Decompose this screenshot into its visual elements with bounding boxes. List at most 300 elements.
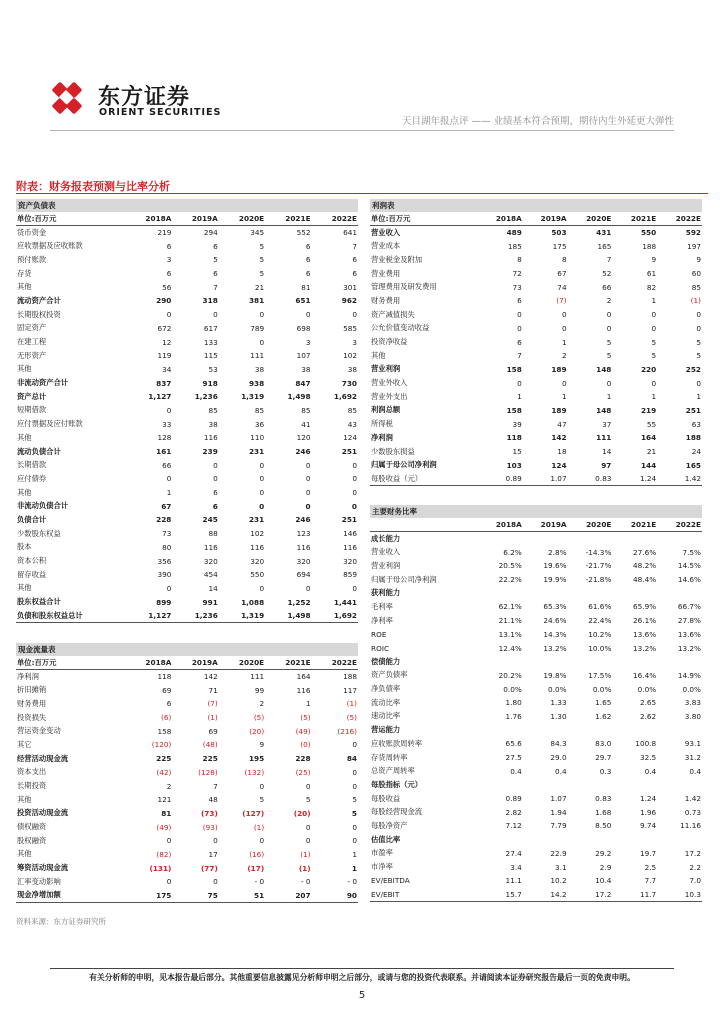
value-cell: 6 xyxy=(166,699,172,709)
year-header-cell: 2020E xyxy=(568,518,613,532)
row-label: 长期股权投资 xyxy=(17,309,61,319)
value-cell: (120) xyxy=(151,740,172,750)
row-label: 归属于母公司净利润 xyxy=(371,574,437,584)
value-cell xyxy=(568,833,613,847)
value-cell: 1,088 xyxy=(241,597,265,607)
value-cell: 38 xyxy=(301,364,311,374)
row-label: 股本 xyxy=(17,542,32,552)
row-label: 资产负债率 xyxy=(371,670,408,680)
cash-flow-title: 现金流量表 xyxy=(16,643,358,656)
value-cell: (7) xyxy=(556,296,567,306)
row-label: 投资净收益 xyxy=(371,337,408,347)
value-cell: 115 xyxy=(203,351,218,361)
value-cell xyxy=(478,778,523,792)
value-cell: 6 xyxy=(213,488,218,498)
value-cell: 0 xyxy=(166,583,172,593)
value-cell: 2.2 xyxy=(689,862,701,872)
value-cell: 381 xyxy=(248,296,265,306)
value-cell: 85 xyxy=(691,282,701,292)
value-cell: 85 xyxy=(347,405,357,415)
value-cell: 730 xyxy=(341,378,357,388)
value-cell: 61.6% xyxy=(588,602,612,612)
value-cell: 0 xyxy=(696,310,701,320)
value-cell xyxy=(478,655,523,669)
value-cell: 245 xyxy=(202,515,218,525)
value-cell: 116 xyxy=(343,542,357,552)
value-cell: 0 xyxy=(166,310,172,320)
year-header-cell: 2018A xyxy=(478,518,523,532)
value-cell: 0.0% xyxy=(503,684,522,694)
value-cell: 345 xyxy=(250,228,265,238)
row-label: 每股净资产 xyxy=(371,820,408,830)
value-cell: 195 xyxy=(248,754,265,764)
table-row xyxy=(370,573,702,587)
row-label: 负债合计 xyxy=(17,514,47,524)
value-cell: (1) xyxy=(300,849,311,859)
value-cell: 0 xyxy=(259,836,265,846)
orient-securities-logo-icon xyxy=(50,80,92,122)
value-cell: (5) xyxy=(346,713,357,723)
year-header-cell: 2021E xyxy=(265,212,311,226)
table-row xyxy=(370,545,702,559)
value-cell: (0) xyxy=(300,740,311,750)
value-cell: (5) xyxy=(300,713,311,723)
value-cell: 550 xyxy=(250,570,265,580)
value-cell: 0 xyxy=(561,378,567,388)
value-cell: 0 xyxy=(213,474,218,484)
value-cell: (128) xyxy=(198,767,218,777)
value-cell: 188 xyxy=(343,672,357,682)
value-cell: 12 xyxy=(162,337,172,347)
value-cell: 164 xyxy=(640,433,657,443)
value-cell: 97 xyxy=(601,460,612,470)
value-cell: 320 xyxy=(203,556,218,566)
unit-header-cell: 单位:百万元 xyxy=(16,212,126,226)
value-cell: 165 xyxy=(685,460,701,470)
value-cell: 116 xyxy=(203,433,218,443)
row-label: 投资活动现金流 xyxy=(17,808,69,818)
row-label: 其他 xyxy=(17,432,32,442)
value-cell: 0 xyxy=(166,836,172,846)
row-label: 股东权益合计 xyxy=(17,597,61,607)
value-cell: 0 xyxy=(305,488,311,498)
value-cell xyxy=(523,655,568,669)
table-row xyxy=(16,875,358,889)
row-label: 筹资活动现金流 xyxy=(17,863,69,873)
value-cell xyxy=(478,586,523,600)
value-cell: 1 xyxy=(651,296,657,306)
value-cell: 6.2% xyxy=(503,547,522,557)
value-cell: 5 xyxy=(305,795,311,805)
value-cell: 2 xyxy=(606,296,612,306)
value-cell: 837 xyxy=(156,378,172,388)
value-cell: 6 xyxy=(352,269,357,279)
table-row xyxy=(16,472,358,486)
value-cell: 2.62 xyxy=(639,711,657,721)
year-header-cell: 2019A xyxy=(172,656,218,670)
income-statement-title: 利润表 xyxy=(370,199,702,212)
value-cell: 5 xyxy=(651,351,657,361)
row-label: 其他 xyxy=(371,350,386,360)
value-cell: 189 xyxy=(551,405,567,415)
value-cell: 73 xyxy=(512,282,522,292)
row-label: 股权融资 xyxy=(17,835,47,845)
value-cell: 39 xyxy=(512,419,522,429)
value-cell: 1.94 xyxy=(550,807,567,817)
value-cell: 13.6% xyxy=(633,629,657,639)
value-cell: 52 xyxy=(602,269,612,279)
value-cell: 0.0% xyxy=(548,684,567,694)
value-cell: 239 xyxy=(202,447,218,457)
value-cell xyxy=(657,723,702,737)
row-label: 折旧摊销 xyxy=(17,685,47,695)
value-cell: 0 xyxy=(561,323,567,333)
table-row xyxy=(370,833,702,847)
table-row xyxy=(370,655,702,669)
value-cell: 0 xyxy=(651,378,657,388)
row-label: 成长能力 xyxy=(371,533,401,543)
value-cell: 118 xyxy=(157,672,172,682)
value-cell: 0 xyxy=(259,474,265,484)
table-row xyxy=(16,554,358,568)
value-cell: 6 xyxy=(305,241,311,251)
value-cell: 550 xyxy=(640,228,657,238)
value-cell: 148 xyxy=(596,364,612,374)
table-row xyxy=(16,335,358,349)
value-cell xyxy=(657,778,702,792)
table-row xyxy=(16,458,358,472)
row-label: 投资损失 xyxy=(17,712,47,722)
value-cell: (5) xyxy=(253,713,265,723)
value-cell: 27.5 xyxy=(505,753,522,763)
value-cell: (77) xyxy=(200,863,218,873)
value-cell: 1,319 xyxy=(219,609,265,623)
cash-flow-table xyxy=(16,656,358,903)
value-cell xyxy=(612,532,657,546)
value-cell: 144 xyxy=(640,460,657,470)
value-cell: 431 xyxy=(596,228,612,238)
value-cell: 158 xyxy=(506,405,522,415)
year-header-cell: 2022E xyxy=(657,212,702,226)
value-cell: 859 xyxy=(343,570,357,580)
value-cell: 899 xyxy=(156,597,172,607)
row-label: ROE xyxy=(371,629,387,639)
value-cell: 55 xyxy=(646,419,657,429)
value-cell: 0.0% xyxy=(637,684,657,694)
value-cell: 123 xyxy=(296,529,311,539)
table-row xyxy=(370,847,702,861)
value-cell: 1,236 xyxy=(194,392,218,402)
year-header-cell: 2021E xyxy=(612,518,657,532)
value-cell xyxy=(478,833,523,847)
row-label: 资本公积 xyxy=(17,556,47,566)
value-cell: 6 xyxy=(305,269,311,279)
row-label: 长期借款 xyxy=(17,460,47,470)
value-cell: 0.4 xyxy=(644,766,657,776)
row-label: 在建工程 xyxy=(17,337,47,347)
table-row xyxy=(16,807,358,821)
value-cell: 592 xyxy=(685,228,701,238)
value-cell: 93.1 xyxy=(684,739,701,749)
value-cell: 6 xyxy=(166,269,172,279)
value-cell: 0.83 xyxy=(568,472,613,486)
row-label: 总资产周转率 xyxy=(371,766,415,776)
value-cell: 1,127 xyxy=(148,392,172,402)
value-cell: 60 xyxy=(691,269,701,279)
value-cell: 7 xyxy=(352,241,357,251)
value-cell: 116 xyxy=(203,542,218,552)
value-cell: 1.42 xyxy=(684,794,701,804)
cash-flow-block xyxy=(16,643,358,903)
table-row xyxy=(16,697,358,711)
table-row xyxy=(16,486,358,500)
table-row xyxy=(370,376,702,390)
table-row xyxy=(16,766,358,780)
row-label: ROIC xyxy=(371,643,390,653)
year-header-cell: 2019A xyxy=(523,212,568,226)
table-row xyxy=(370,819,702,833)
value-cell: 0 xyxy=(259,460,265,470)
table-row xyxy=(16,294,358,308)
row-label: 少数股东权益 xyxy=(17,528,61,538)
value-cell xyxy=(657,586,702,600)
value-cell: 0 xyxy=(305,501,311,511)
value-cell: 13.2% xyxy=(543,643,567,653)
value-cell: (17) xyxy=(247,863,265,873)
value-cell: 0 xyxy=(352,488,357,498)
row-label: 每股经营现金流 xyxy=(371,807,423,817)
row-label: 营业税金及附加 xyxy=(371,254,423,264)
value-cell: 1 xyxy=(651,392,657,402)
value-cell: 10.3 xyxy=(657,888,702,902)
value-cell: 69 xyxy=(208,726,218,736)
company-logo xyxy=(50,80,240,120)
value-cell: 111 xyxy=(250,672,265,682)
row-label: 财务费用 xyxy=(17,698,47,708)
table-row xyxy=(16,376,358,390)
row-label: 流动负债合计 xyxy=(17,446,61,456)
value-cell: 14.2 xyxy=(523,888,568,902)
table-row xyxy=(16,820,358,834)
value-cell: 1,319 xyxy=(241,392,265,402)
year-header-cell: 2018A xyxy=(126,656,172,670)
value-cell: 67 xyxy=(161,501,172,511)
value-cell: 6 xyxy=(166,241,172,251)
value-cell: 5 xyxy=(351,808,357,818)
value-cell: 3 xyxy=(305,337,311,347)
table-row xyxy=(16,239,358,253)
row-label: 毛利率 xyxy=(371,601,393,611)
table-row xyxy=(16,568,358,582)
value-cell: 102 xyxy=(343,351,357,361)
year-header-cell: 2021E xyxy=(612,212,657,226)
table-row xyxy=(16,711,358,725)
value-cell: 69 xyxy=(162,685,172,695)
value-cell: 6 xyxy=(213,241,218,251)
value-cell: 7 xyxy=(213,781,218,791)
value-cell: 698 xyxy=(296,323,311,333)
value-cell: 10.2% xyxy=(588,629,612,639)
value-cell: 1,441 xyxy=(333,597,357,607)
value-cell: 0 xyxy=(166,877,172,887)
value-cell: 1,498 xyxy=(287,392,311,402)
table-row xyxy=(370,600,702,614)
value-cell: 0 xyxy=(305,781,311,791)
value-cell: -14.3% xyxy=(585,547,612,557)
value-cell xyxy=(657,532,702,546)
table-header-row xyxy=(370,212,702,226)
row-label: 营业成本 xyxy=(371,241,401,251)
value-cell: 1 xyxy=(561,392,567,402)
row-label: EV/EBIT xyxy=(370,888,478,902)
value-cell: 0 xyxy=(352,474,357,484)
value-cell: 47 xyxy=(557,419,567,429)
year-header-cell: 2020E xyxy=(219,656,265,670)
value-cell: 1 xyxy=(696,392,701,402)
value-cell: 142 xyxy=(203,672,218,682)
value-cell: 61 xyxy=(646,269,657,279)
value-cell: 81 xyxy=(301,282,311,292)
value-cell: 1.33 xyxy=(550,698,567,708)
table-row xyxy=(370,404,702,418)
year-header-cell: 2019A xyxy=(523,518,568,532)
table-row xyxy=(370,641,702,655)
value-cell: 0 xyxy=(606,310,612,320)
value-cell: 0 xyxy=(305,310,311,320)
value-cell: 0 xyxy=(259,583,265,593)
value-cell: 75 xyxy=(172,889,218,903)
appendix-title: 附表：财务报表预测与比率分析 xyxy=(16,180,170,193)
value-cell: 85 xyxy=(254,405,265,415)
value-cell xyxy=(478,723,523,737)
value-cell: 72 xyxy=(512,269,522,279)
row-label: EV/EBITDA xyxy=(371,876,410,886)
value-cell: 1.42 xyxy=(657,472,702,486)
value-cell: 27.8% xyxy=(677,616,701,626)
value-cell: (25) xyxy=(295,767,311,777)
value-cell: 0 xyxy=(352,781,357,791)
value-cell: 185 xyxy=(507,241,522,251)
table-row xyxy=(370,764,702,778)
value-cell: 0 xyxy=(213,460,218,470)
row-label: 每股指标（元） xyxy=(371,779,423,789)
value-cell: 118 xyxy=(506,433,522,443)
table-row xyxy=(16,349,358,363)
value-cell: 67 xyxy=(557,269,567,279)
row-label: 偿债能力 xyxy=(371,656,401,666)
value-cell: (1) xyxy=(298,863,311,873)
value-cell xyxy=(612,723,657,737)
value-cell: (49) xyxy=(156,822,172,832)
value-cell: 1.07 xyxy=(523,472,568,486)
value-cell: 0 xyxy=(517,310,522,320)
value-cell: 31.2 xyxy=(684,753,701,763)
value-cell xyxy=(478,532,523,546)
value-cell: (16) xyxy=(249,849,265,859)
table-row xyxy=(370,532,702,546)
row-label: 市净率 xyxy=(371,862,393,872)
value-cell: 17 xyxy=(208,849,218,859)
value-cell: 918 xyxy=(202,378,218,388)
value-cell: 16.4% xyxy=(633,670,657,680)
value-cell: 0 xyxy=(696,378,701,388)
value-cell xyxy=(568,723,613,737)
table-row xyxy=(16,889,358,903)
value-cell: 19.9% xyxy=(543,575,567,585)
table-row xyxy=(16,752,358,766)
value-cell: 15 xyxy=(512,447,522,457)
value-cell: (7) xyxy=(207,699,218,709)
value-cell: 3.4 xyxy=(510,862,522,872)
row-label: 营业费用 xyxy=(371,268,401,278)
row-label: 营业收入 xyxy=(371,547,401,557)
row-label: 存货周转率 xyxy=(371,752,408,762)
value-cell xyxy=(657,833,702,847)
row-label: 短期借款 xyxy=(17,405,47,415)
value-cell: 2 xyxy=(259,699,265,709)
value-cell: 85 xyxy=(301,405,311,415)
row-label: 净利润 xyxy=(371,432,393,442)
table-row xyxy=(370,417,702,431)
year-header-cell: 2020E xyxy=(568,212,613,226)
value-cell: 13.2% xyxy=(677,643,701,653)
value-cell: 0.4 xyxy=(510,766,522,776)
value-cell: - 0 xyxy=(254,877,265,887)
value-cell: 0 xyxy=(305,460,311,470)
value-cell: 22.9 xyxy=(550,848,567,858)
row-label: 公允价值变动收益 xyxy=(371,323,430,333)
value-cell xyxy=(568,532,613,546)
value-cell: 6 xyxy=(305,255,311,265)
value-cell: (1) xyxy=(253,822,265,832)
value-cell: 189 xyxy=(551,364,567,374)
value-cell: 41 xyxy=(301,419,311,429)
financial-ratios-table xyxy=(370,518,702,902)
value-cell: 617 xyxy=(203,323,218,333)
value-cell: 228 xyxy=(156,515,172,525)
value-cell: 6 xyxy=(213,269,218,279)
row-label: 所得税 xyxy=(371,419,393,429)
value-cell xyxy=(568,778,613,792)
row-label: 应付票据及应付账款 xyxy=(17,419,83,429)
value-cell: 43 xyxy=(347,419,357,429)
value-cell: 73 xyxy=(162,529,172,539)
year-header-cell: 2020E xyxy=(219,212,265,226)
value-cell: 0 xyxy=(305,822,311,832)
value-cell xyxy=(568,586,613,600)
table-row xyxy=(16,541,358,555)
value-cell: (20) xyxy=(293,808,311,818)
value-cell xyxy=(612,655,657,669)
value-cell: 207 xyxy=(265,889,311,903)
value-cell: 0.0% xyxy=(592,684,612,694)
value-cell: 219 xyxy=(157,228,172,238)
table-row xyxy=(370,458,702,472)
logo-chinese-name: 东方证券 xyxy=(98,85,191,110)
table-row xyxy=(370,614,702,628)
value-cell: 320 xyxy=(296,556,311,566)
value-cell: 17.2 xyxy=(568,888,613,902)
value-cell: 0 xyxy=(259,501,265,511)
row-label: 应付债券 xyxy=(17,473,47,483)
value-cell: 158 xyxy=(157,726,172,736)
value-cell: 165 xyxy=(597,241,612,251)
row-label: 无形资产 xyxy=(17,350,47,360)
value-cell: 0 xyxy=(651,310,657,320)
value-cell xyxy=(523,532,568,546)
value-cell: 0 xyxy=(213,877,218,887)
value-cell: 0 xyxy=(352,740,357,750)
